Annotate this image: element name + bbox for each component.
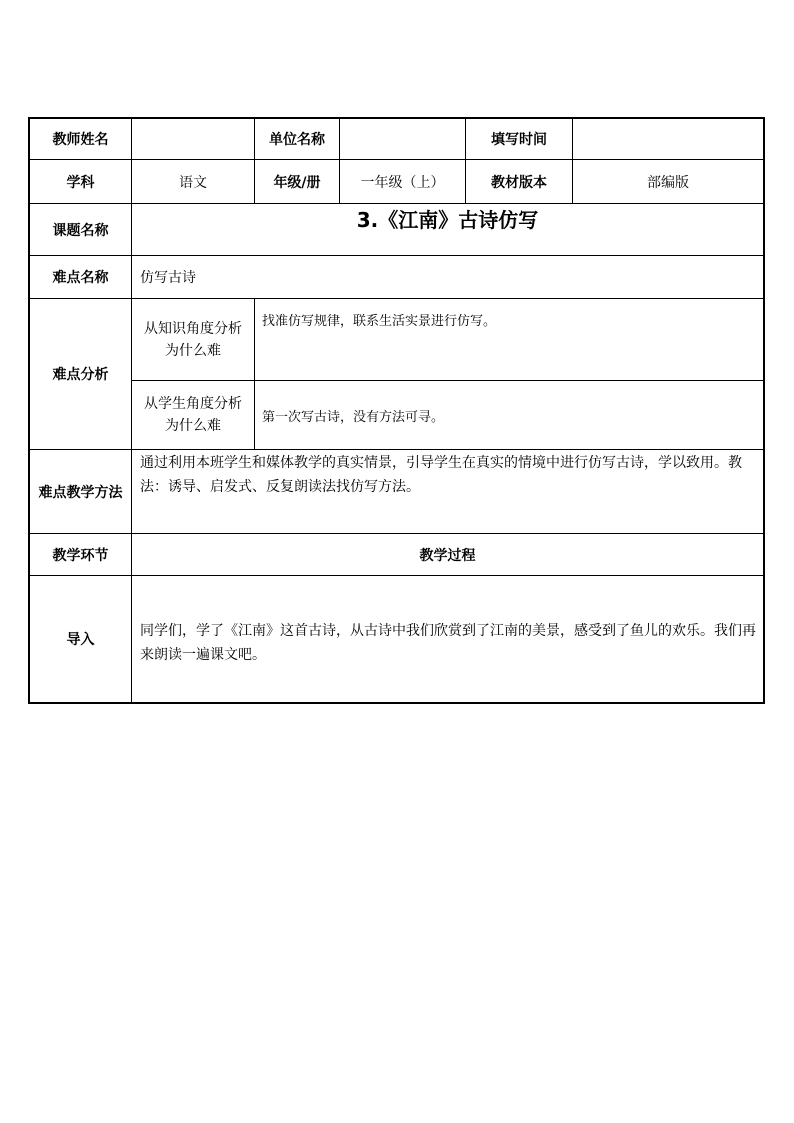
teacher-name-label: 教师姓名 xyxy=(52,132,109,148)
teacher-name-value xyxy=(132,119,254,159)
edition-value: 部编版 xyxy=(647,174,689,191)
knowledge-angle-value: 找准仿写规律，联系生活实景进行仿写。 xyxy=(262,314,497,329)
intro-value: 同学们，学了《江南》这首古诗，从古诗中我们欣赏到了江南的美景，感受到了鱼儿的欢乐。我们再来朗读一遍课文吧。 xyxy=(140,623,756,663)
student-angle-value: 第一次写古诗，没有方法可寻。 xyxy=(262,409,445,425)
subject-value: 语文 xyxy=(179,174,207,191)
unit-name-value xyxy=(340,119,465,159)
method-value: 通过利用本班学生和媒体教学的真实情景，引导学生在真实的情境中进行仿写古诗，学以致用。教法：诱导、启发式、反复朗读法找仿写方法。 xyxy=(140,455,742,495)
analysis-label: 难点分析 xyxy=(52,367,109,383)
topic-title: 3.《江南》古诗仿写 xyxy=(356,208,539,232)
subject-label: 学科 xyxy=(66,174,95,191)
student-angle-label: 从学生角度分析为什么难 xyxy=(144,396,242,434)
knowledge-angle-label: 从知识角度分析为什么难 xyxy=(144,320,242,359)
topic-label: 课题名称 xyxy=(52,222,109,239)
edition-label: 教材版本 xyxy=(491,174,547,191)
grade-label: 年级/册 xyxy=(273,174,321,191)
method-label: 难点教学方法 xyxy=(38,484,123,501)
fill-time-value xyxy=(573,119,763,159)
process-header: 教学过程 xyxy=(419,547,476,564)
difficulty-label: 难点名称 xyxy=(52,270,109,286)
grade-value: 一年级（上） xyxy=(360,174,445,191)
difficulty-value: 仿写古诗 xyxy=(140,270,196,286)
unit-name-label: 单位名称 xyxy=(269,132,325,148)
stage-header: 教学环节 xyxy=(52,547,109,564)
intro-label: 导入 xyxy=(66,632,95,648)
fill-time-label: 填写时间 xyxy=(491,132,547,148)
